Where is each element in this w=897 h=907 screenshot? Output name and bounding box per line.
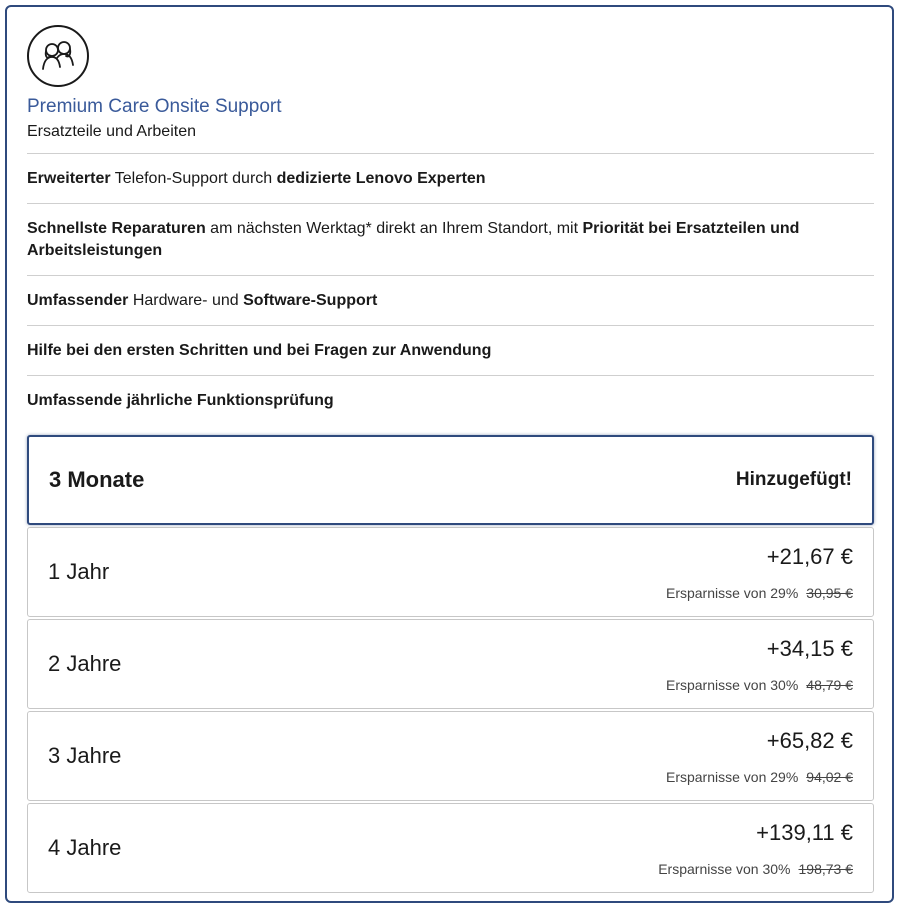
feature-text: dedizierte Lenovo Experten xyxy=(276,170,486,187)
feature-item xyxy=(27,325,874,375)
feature-text: Schnellste Reparaturen xyxy=(27,220,206,237)
feature-text: Telefon-Support durch xyxy=(110,170,277,187)
option-savings: Ersparnisse von 29% 30,95 € xyxy=(665,585,853,601)
feature-text: Hardware- und xyxy=(128,292,244,309)
old-price: 94,02 € xyxy=(806,769,853,785)
option-price: +21,67 € xyxy=(766,544,853,569)
option-price: +34,15 € xyxy=(766,636,853,661)
feature-text: Umfassende jährliche Funktionsprüfung xyxy=(27,392,334,409)
old-price: 30,95 € xyxy=(806,585,853,601)
option-label: 1 Jahr xyxy=(48,559,110,584)
old-price: 198,73 € xyxy=(798,861,853,877)
feature-text: Hilfe bei den ersten Schritten und bei Fragen zur Anwendung xyxy=(27,342,492,359)
feature-text: Software-Support xyxy=(243,292,378,309)
option-savings: Ersparnisse von 30% 198,73 € xyxy=(658,861,853,877)
support-people-icon xyxy=(27,25,89,87)
option-1-jahr[interactable] xyxy=(27,527,874,617)
feature-item xyxy=(27,275,874,325)
added-status: Hinzugefügt! xyxy=(735,469,852,490)
product-title: Premium Care Onsite Support xyxy=(27,96,282,117)
warranty-card xyxy=(5,5,894,903)
option-savings: Ersparnisse von 29% 94,02 € xyxy=(665,769,853,785)
feature-item xyxy=(27,375,874,425)
feature-text: Erweiterter xyxy=(27,170,111,187)
feature-text: Umfassender xyxy=(27,292,129,309)
option-4-jahre[interactable] xyxy=(27,803,874,893)
option-savings: Ersparnisse von 30% 48,79 € xyxy=(665,677,853,693)
old-price: 48,79 € xyxy=(806,677,853,693)
option-price: +65,82 € xyxy=(766,728,853,753)
option-3-jahre[interactable] xyxy=(27,711,874,801)
feature-list xyxy=(27,153,874,425)
feature-item xyxy=(27,153,874,203)
option-label: 3 Jahre xyxy=(48,743,122,768)
product-subtitle: Ersatzteile und Arbeiten xyxy=(27,123,196,140)
feature-text: am nächsten Werktag* direkt an Ihrem Standort, mit xyxy=(205,220,583,237)
option-3-monate[interactable] xyxy=(27,435,874,525)
option-price: +139,11 € xyxy=(756,820,853,845)
option-2-jahre[interactable] xyxy=(27,619,874,709)
option-label: 4 Jahre xyxy=(48,835,122,860)
option-label: 3 Monate xyxy=(49,467,145,492)
feature-text: Priorität bei Ersatzteilen und Arbeitsleistungen xyxy=(27,220,800,259)
duration-options xyxy=(27,435,874,893)
option-label: 2 Jahre xyxy=(48,651,122,676)
feature-item xyxy=(27,203,874,275)
